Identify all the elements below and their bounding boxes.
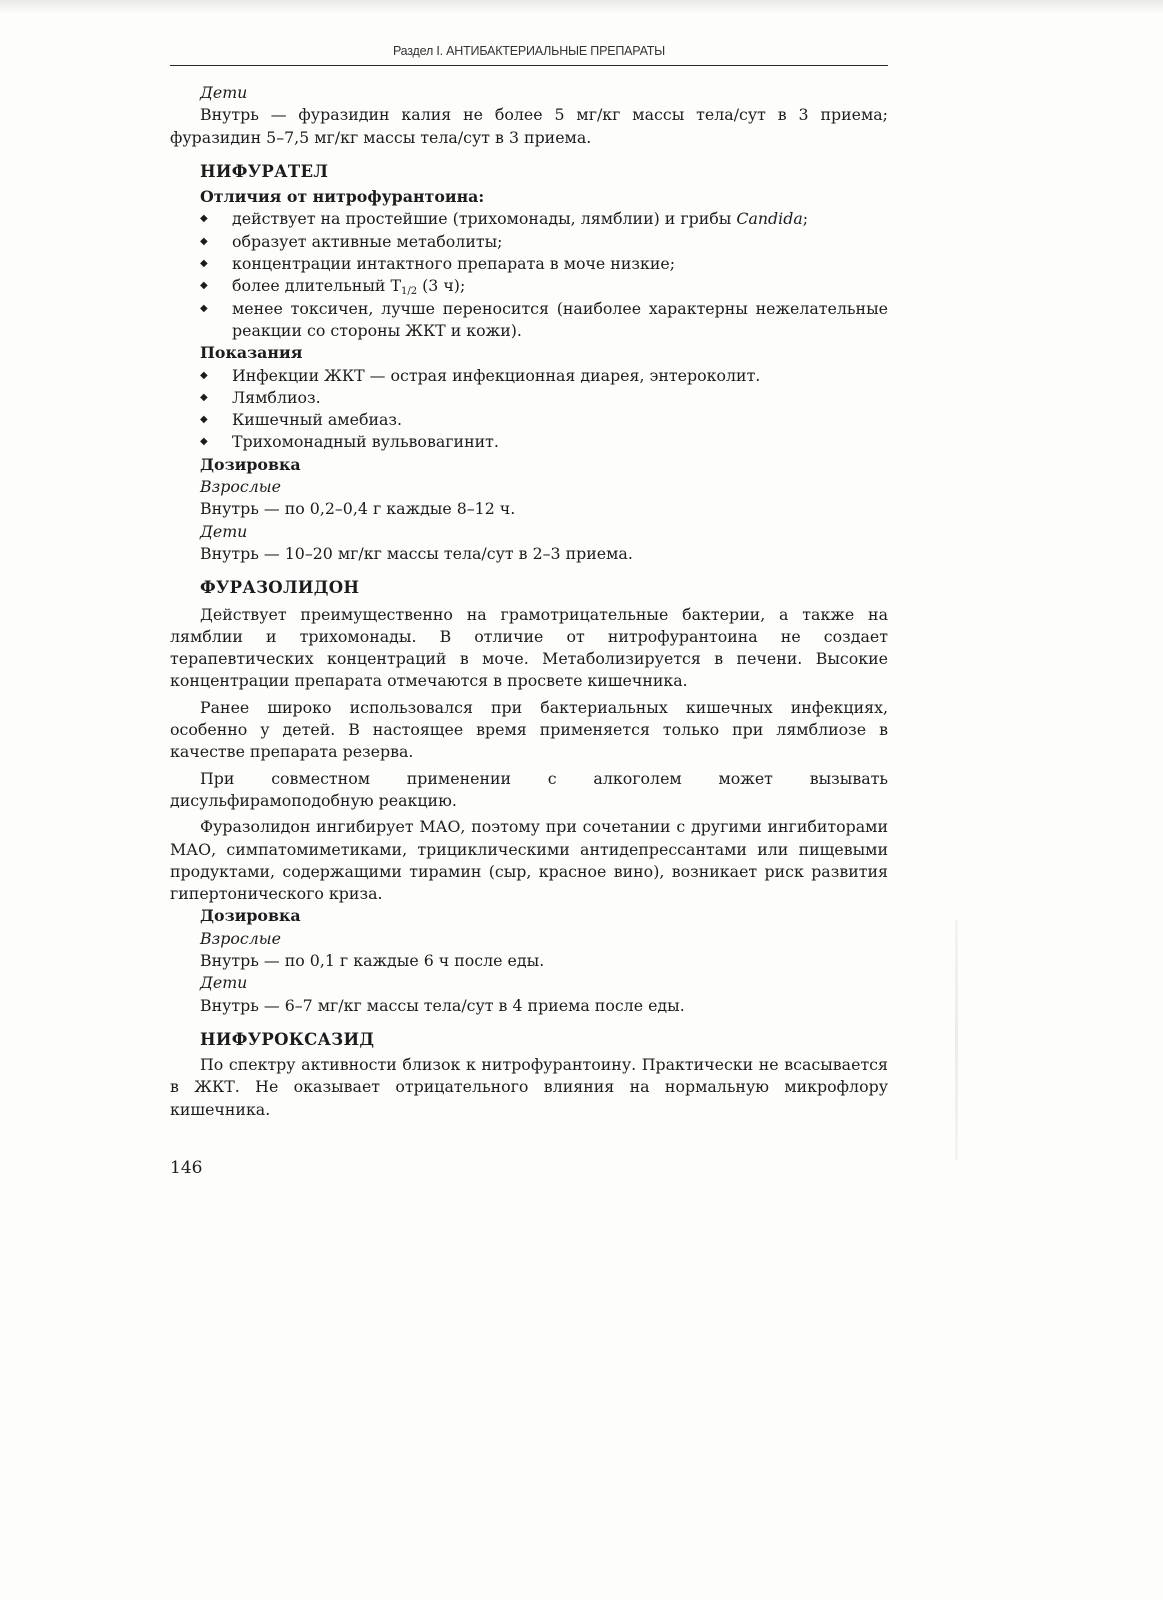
paragraph-children-dose: Внутрь — фуразидин калия не более 5 мг/кг массы тела/сут в 3 приема; фуразидин 5–7,5 мг/кг массы тела/сут в 3 приема. [170, 105, 888, 147]
bullet-icon: ◆ [200, 302, 208, 314]
bleed-through-mark [955, 920, 958, 1160]
section-title-furazolidone: ФУРАЗОЛИДОН [200, 578, 360, 598]
bullet-icon: ◆ [200, 258, 208, 270]
list-item: ◆ более длительный $T_{1/2}$ (3 ч); [200, 276, 466, 298]
paragraph-children-dose: Внутрь — 6–7 мг/кг массы тела/сут в 4 приема после еды. [200, 995, 685, 1015]
bullet-icon: ◆ [200, 280, 208, 292]
bullet-icon: ◆ [200, 213, 208, 225]
bullet-icon: ◆ [200, 414, 208, 426]
subheading-children: Дети [200, 973, 248, 993]
running-head: Раздел I. АНТИБАКТЕРИАЛЬНЫЕ ПРЕПАРАТЫ [392, 44, 666, 58]
subheading-adults: Взрослые [200, 477, 281, 497]
scan-edge-shadow [0, 0, 1163, 14]
heading-dosage: Дозировка [200, 454, 301, 474]
list-item: ◆ Инфекции ЖКТ — острая инфекционная диарея, энтероколит. [170, 365, 888, 387]
list-item: ◆ образует активные метаболиты; [170, 231, 888, 253]
paragraph: Ранее широко использовался при бактериальных кишечных инфекциях, особенно у детей. В настоящее время применяется только при лямблиозе в качестве препарата резерва. [170, 697, 888, 762]
list-item: ◆ Кишечный амебиаз. [170, 409, 888, 431]
bullet-icon: ◆ [200, 436, 208, 448]
subheading-children: Дети [200, 83, 248, 102]
subheading-adults: Взрослые [200, 928, 281, 948]
section-title-nifuratel: НИФУРАТЕЛ [200, 161, 329, 181]
bullet-icon: ◆ [200, 369, 208, 381]
list-item: ◆ Лямблиоз. [170, 387, 888, 409]
bullet-icon: ◆ [200, 391, 208, 403]
paragraph-children-dose: Внутрь — 10–20 мг/кг массы тела/сут в 2–3 приема. [200, 543, 633, 563]
subheading-children: Дети [200, 521, 248, 541]
section-title-nifuroxazide: НИФУРОКСАЗИД [200, 1029, 375, 1049]
paragraph: По спектру активности близок к нитрофурантоину. Практически не всасывается в ЖКТ. Не оказывает отрицательного влияния на нормальную микрофлору кишечника. [170, 1055, 888, 1119]
differences-list [170, 208, 888, 342]
indications-list [170, 365, 888, 454]
header-rule [170, 65, 888, 66]
list-item: ◆ концентрации интактного препарата в моче низкие; [170, 253, 888, 275]
paragraph: Действует преимущественно на грамотрицательные бактерии, а также на лямблии и трихомонады. В отличие от нитрофурантоина не создает терапевтических концентраций в моче. Метаболизируется в печени. Высокие концентрации препарата отмечаются в просвете кишечника. [170, 604, 888, 691]
heading-dosage: Дозировка [200, 906, 301, 926]
list-item: ◆ Трихомонадный вульвовагинит. [170, 431, 888, 453]
list-item: ◆ действует на простейшие (трихомонады, лямблии) и грибы Candida; [170, 208, 888, 230]
paragraph: При совместном применении с алкоголем может вызывать дисульфирамоподобную реакцию. [170, 768, 888, 810]
page-number: 146 [170, 1158, 203, 1178]
page-body [170, 82, 888, 1121]
bullet-icon: ◆ [200, 235, 208, 247]
heading-differences: Отличия от нитрофурантоина: [200, 187, 485, 207]
heading-indications: Показания [200, 343, 303, 363]
paragraph: Фуразолидон ингибирует МАО, поэтому при сочетании с другими ингибиторами МАО, симпатомиметиками, трициклическими антидепрессантами или пищевыми продуктами, содержащими тирамин (сыр, красное вино), возникает риск развития гипертонического криза. [170, 817, 888, 904]
paragraph-adults-dose: Внутрь — по 0,1 г каждые 6 ч после еды. [200, 950, 545, 970]
paragraph-adults-dose: Внутрь — по 0,2–0,4 г каждые 8–12 ч. [200, 499, 516, 519]
list-item: ◆ менее токсичен, лучше переносится (наиболее характерны нежелательные реакции со стороны ЖКТ и кожи). [200, 298, 888, 340]
